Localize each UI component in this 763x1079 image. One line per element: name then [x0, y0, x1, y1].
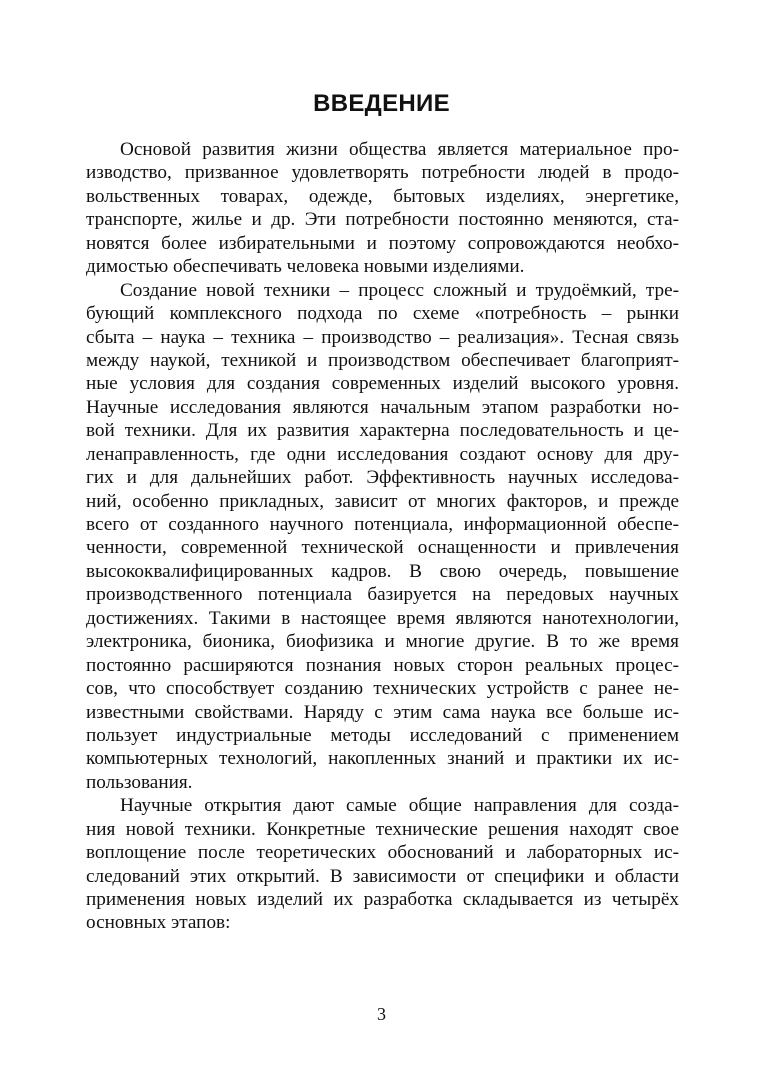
text-line: ний, особенно прикладных, зависит от многих факторов, и прежде [86, 490, 679, 512]
text-line: вой техники. Для их развития характерна последовательность и це- [86, 420, 679, 442]
text-line: следований этих открытий. В зависимости от специфики и области [86, 865, 679, 887]
body-text [86, 138, 679, 935]
text-line: высококвалифицированных кадров. В свою очередь, повышение [86, 560, 679, 582]
text-line: Создание новой техники – процесс сложный и трудоёмкий, тре- [120, 279, 679, 301]
page-number: 3 [377, 1004, 386, 1024]
text-line: ленаправленность, где одни исследования создают основу для дру- [86, 443, 679, 465]
text-line: применения новых изделий их разработка складывается из четырёх [86, 889, 679, 910]
text-line: ния новой техники. Конкретные технические решения находят свое [86, 818, 679, 840]
text-line: пользования. [86, 771, 193, 793]
paragraph-2 [86, 279, 679, 795]
text-line: постоянно расширяются познания новых сторон реальных процес- [86, 654, 679, 676]
paragraph-1 [86, 138, 679, 279]
text-line: гих и для дальнейших работ. Эффективность научных исследова- [86, 467, 679, 489]
text-line: сов, что способствует созданию технических устройств с ранее не- [86, 678, 679, 700]
paragraph-3 [86, 794, 679, 935]
text-line: основных этапов: [86, 912, 231, 934]
text-line: всего от созданного научного потенциала, информационной обеспе- [86, 514, 679, 535]
text-line: ные условия для создания современных изделий высокого уровня. [86, 373, 679, 395]
text-line: достижениях. Такими в настоящее время являются нанотехнологии, [86, 607, 679, 629]
text-line: между наукой, техникой и производством обеспечивает благоприят- [86, 349, 679, 371]
text-line: компьютерных технологий, накопленных знаний и практики их ис- [86, 748, 679, 770]
text-line: сбыта – наука – техника – производство – реализация». Тесная связь [86, 326, 679, 348]
text-line: бующий комплексного подхода по схеме «потребность – рынки [86, 303, 679, 325]
text-line: производственного потенциала базируется на передовых научных [86, 584, 679, 606]
text-line: воплощение после теоретических обоснований и лабораторных ис- [86, 842, 679, 864]
text-line: новятся более избирательными и поэтому сопровождаются необхо- [86, 232, 679, 254]
text-line: известными свойствами. Наряду с этим сама наука все больше ис- [86, 701, 679, 723]
page-title: ВВЕДЕНИЕ [313, 90, 450, 117]
text-line: транспорте, жилье и др. Эти потребности постоянно меняются, ста- [86, 209, 679, 231]
text-line: электроника, бионика, биофизика и многие другие. В то же время [86, 631, 679, 653]
text-line: Основой развития жизни общества является материальное про- [120, 139, 679, 160]
text-line: Научные открытия дают самые общие направления для созда- [120, 795, 679, 817]
text-line: димостью обеспечивать человека новыми изделиями. [86, 256, 525, 278]
text-line: ченности, современной технической оснащенности и привлечения [86, 537, 679, 559]
text-line: изводство, призванное удовлетворять потребности людей в продо- [86, 162, 679, 184]
text-line: Научные исследования являются начальным этапом разработки но- [86, 396, 679, 418]
text-line: пользует индустриальные методы исследований с применением [86, 724, 679, 746]
text-line: вольственных товарах, одежде, бытовых изделиях, энергетике, [86, 185, 679, 207]
